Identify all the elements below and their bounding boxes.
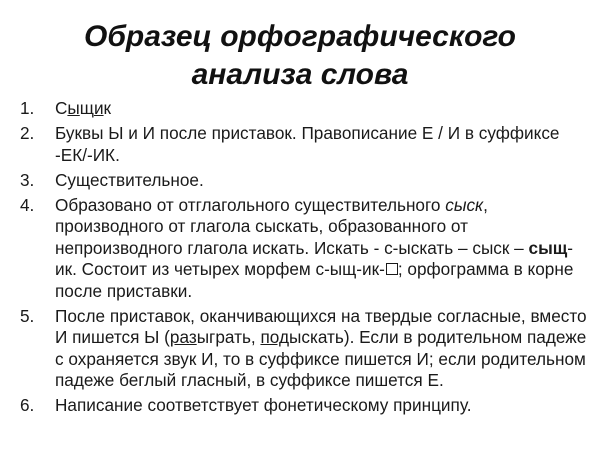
analysis-list (20, 98, 590, 420)
item-text-part: ыскать). Если в родительном падеже с охраняется звук И, то в суффиксе пишется И; если родительном падеже беглый гласный, в суффиксе пишется Е. (55, 327, 587, 390)
item-text: Существительное. (55, 169, 204, 190)
item-number: 5. (20, 305, 35, 326)
item-text-part: ыграть (196, 327, 251, 347)
list-item-1 (20, 98, 590, 120)
item-text: Написание соответствует фонетическому принципу. (55, 395, 472, 415)
item-text-part: Образовано от отглагольного существительного (55, 194, 446, 215)
zero-ending-box-icon (386, 263, 398, 275)
prefix-underlined: под (260, 327, 289, 347)
title-line-1: Образец орфографического (84, 20, 516, 53)
item-text-part: , (250, 327, 261, 347)
list-item-3 (20, 170, 590, 192)
italic-word: сыск (445, 194, 484, 215)
item-text-part: ; орфограмма в корне после приставки. (55, 259, 574, 301)
list-item-6 (20, 395, 590, 417)
item-number: 4. (20, 194, 35, 215)
item-number: 2. (20, 123, 35, 143)
slide-title (0, 18, 600, 94)
word-part-k: к (103, 98, 112, 118)
item-text-part: -ик. Состоит из четырех морфем с-ыщ-ик- (55, 237, 574, 279)
list-item-2 (20, 123, 590, 166)
list-item-4 (20, 195, 590, 303)
item-text-part: После приставок, оканчивающихся на твердые согласные, вместо И пишется Ы ( (55, 305, 587, 347)
item-number: 1. (20, 98, 35, 118)
word-part-y-underlined: ы (67, 98, 80, 118)
word-part-sch: щ (79, 98, 94, 118)
list-item-5 (20, 306, 590, 392)
item-text-part: , производного от глагола сыскать, образованного от непроизводного глагола искать. Искать - с-ыскать – сыск – (55, 194, 529, 258)
item-number: 3. (20, 169, 35, 190)
word-part-c: С (55, 98, 68, 118)
word-part-i-underlined: и (93, 98, 104, 118)
item-number: 6. (20, 395, 35, 415)
bold-root: сыщ (528, 237, 568, 258)
item-text: Буквы Ы и И после приставок. Правописание Е / И в суффиксе -ЕК/-ИК. (55, 123, 560, 165)
prefix-underlined: раз (169, 327, 197, 347)
analyzed-word (55, 98, 111, 118)
title-line-2: анализа слова (191, 58, 409, 91)
